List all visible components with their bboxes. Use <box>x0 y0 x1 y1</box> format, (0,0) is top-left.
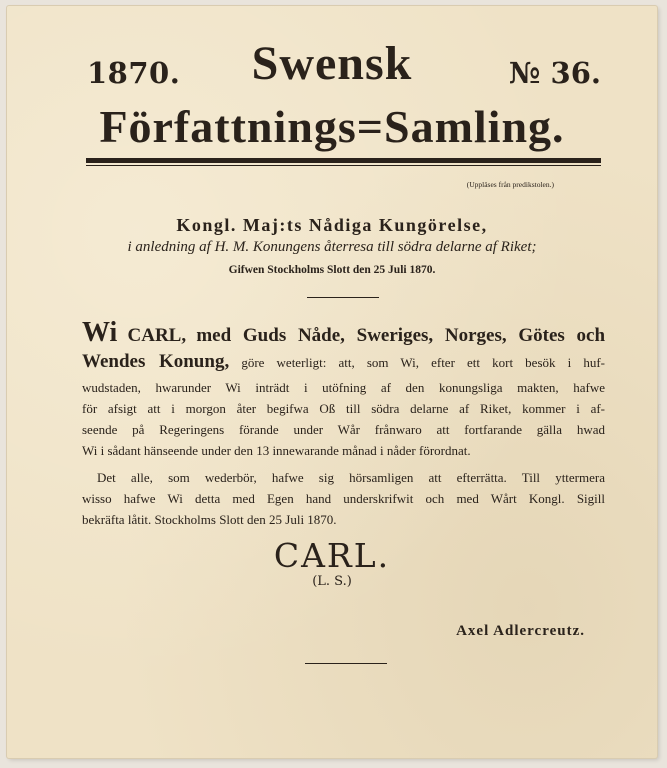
proclamation-subject: i anledning af H. M. Konungens återresa till södra delarne af Riket; <box>127 239 537 255</box>
body-line-8: wisso hafwe Wi detta med Egen hand underskrifwit och med Wårt Kongl. Sigill <box>82 491 605 506</box>
royal-title: med Guds Nåde, Sweriges, Norges, Götes och <box>196 325 606 346</box>
issue-year: 1870. <box>87 56 181 90</box>
publication-title-line2: Författnings=Samling. <box>99 101 565 152</box>
section-divider-top <box>307 297 379 298</box>
body-line-4: för afsigt att i morgon åter begifwa Oß till södra delarne af Riket, kommer i af- <box>82 401 605 416</box>
royal-title-cont: Wendes Konung, <box>82 351 230 372</box>
body-line-3: wudstaden, hwarunder Wi inträdt i utöfning af den konungsliga makten, hafwe <box>82 380 605 395</box>
body-line-2 <box>82 351 605 373</box>
section-divider-bottom <box>305 663 387 664</box>
body-line-6: Wi i sådant hänseende under den 13 innewarande månad i nåder förordnat. <box>82 443 471 458</box>
body-line-9: bekräfta låtit. Stockholms Slott den 25 Juli 1870. <box>82 512 337 527</box>
body-line-1 <box>82 317 605 349</box>
header-rule-thick <box>86 158 601 163</box>
seal-mark: (L. S.) <box>312 574 352 589</box>
royal-signature: CARL. <box>273 536 391 575</box>
body-text: göre weterligt: att, som Wi, efter ett kort besök i huf- <box>241 355 606 370</box>
issue-number: № 36. <box>508 56 601 90</box>
opening-word: Wi <box>82 317 118 348</box>
king-name: CARL, <box>127 325 187 346</box>
body-line-5: seende på Regeringens förande under Wår frånwaro att fortfarande gälla hwad <box>82 422 605 437</box>
reading-note: (Uppläses från predikstolen.) <box>466 180 554 189</box>
proclamation-heading: Kongl. Maj:ts Nådiga Kungörelse, <box>176 215 488 235</box>
countersignature: Axel Adlercreutz. <box>456 623 585 639</box>
proclamation-date: Gifwen Stockholms Slott den 25 Juli 1870. <box>228 264 436 276</box>
document-page <box>7 6 657 758</box>
publication-title-line1: Swensk <box>251 37 413 90</box>
header-rule-thin <box>86 165 601 166</box>
body-line-7: Det alle, som wederbör, hafwe sig hörsamligen att efterrätta. Till yttermera <box>97 470 605 485</box>
